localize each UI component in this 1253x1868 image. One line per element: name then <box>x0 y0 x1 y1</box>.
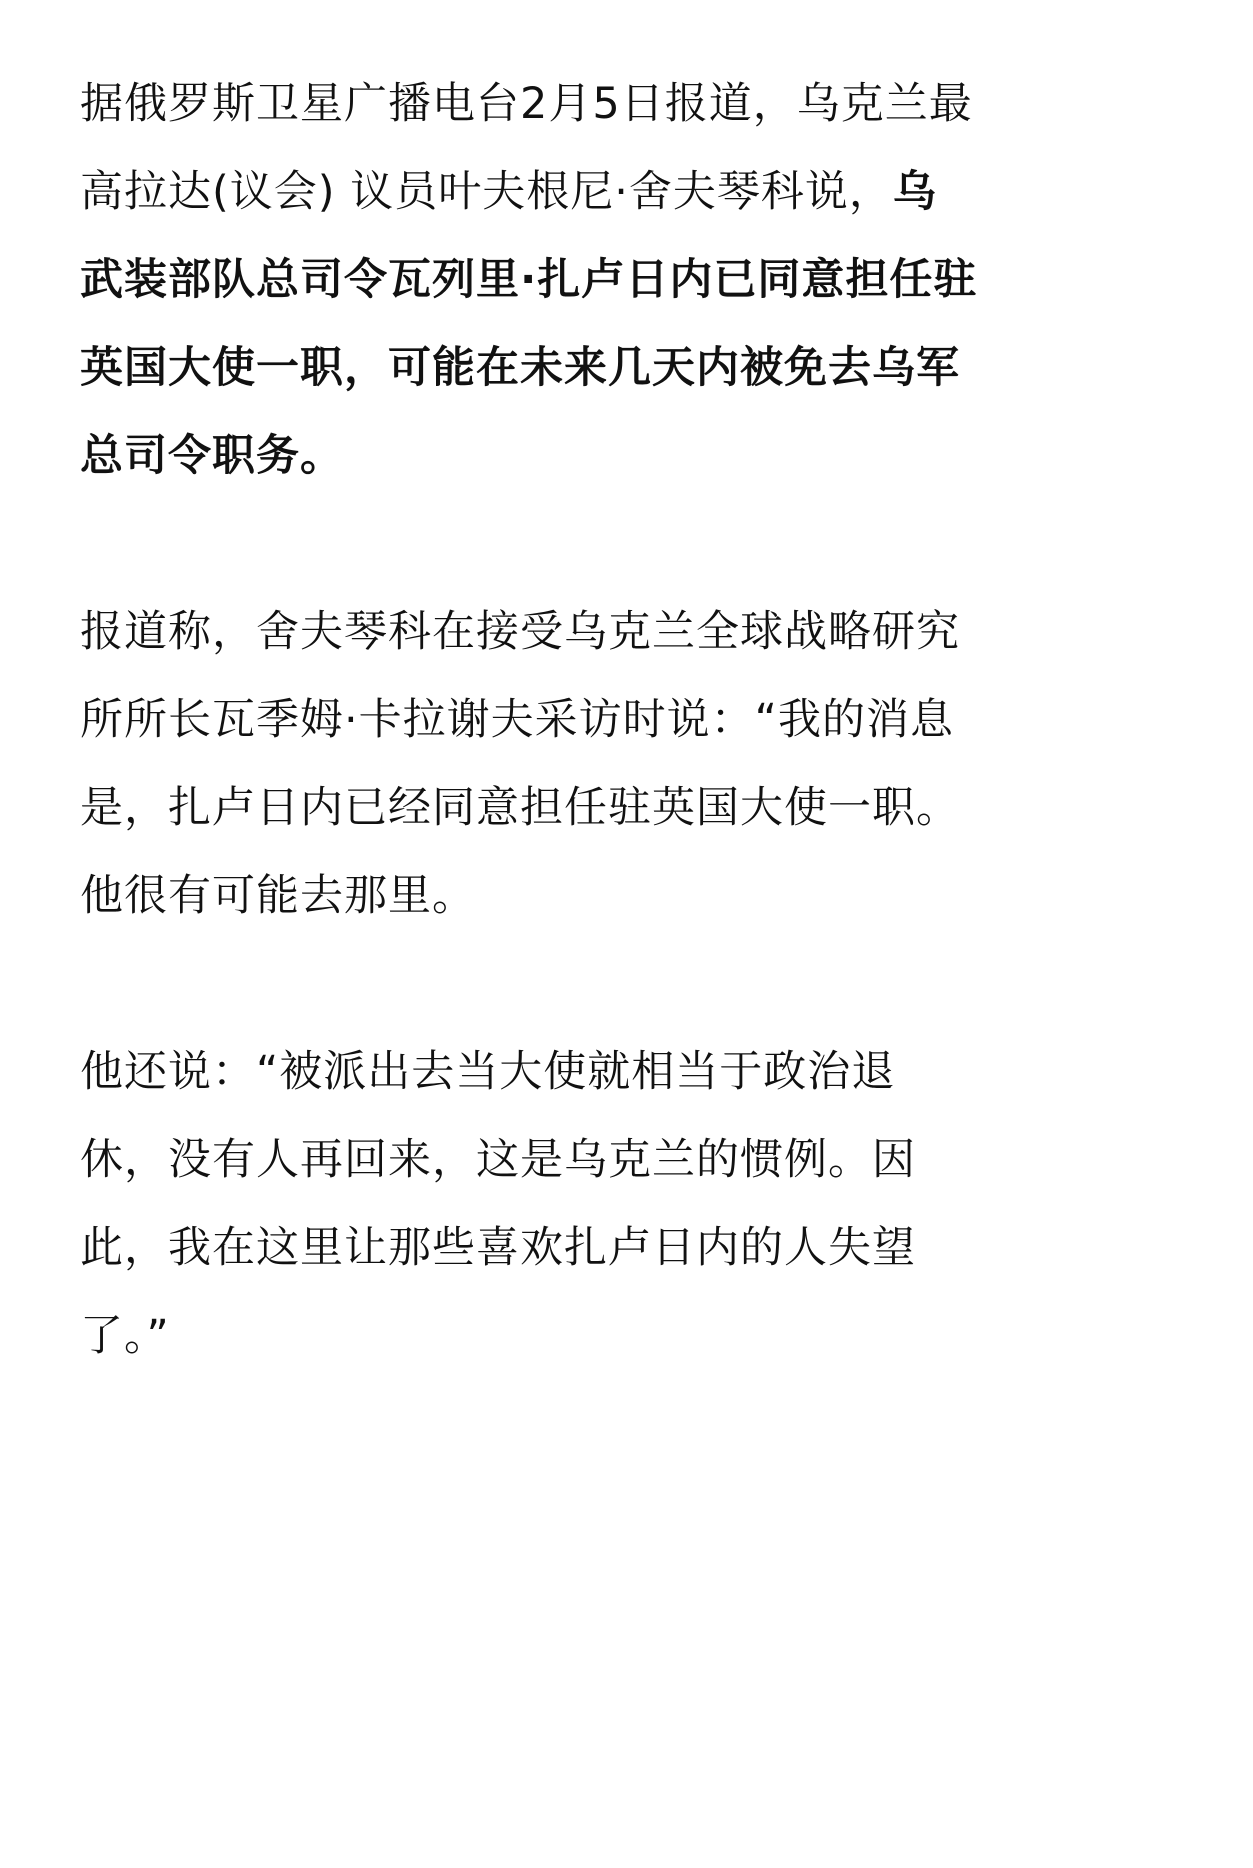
paragraph-2-text: 报道称，舍夫琴科在接受乌克兰全球战略研究所所长瓦季姆·卡拉谢夫采访时说：“我的消息是，扎卢日内已经同意担任驻英国大使一职。他很有可能去那里。 <box>80 607 960 921</box>
paragraph-3 <box>80 1028 980 1380</box>
paragraph-1-bold-text: 乌武装部队总司令瓦列里·扎卢日内已同意担任驻英国大使一职，可能在未来几天内被免去乌军总司令职务。 <box>80 167 978 481</box>
paragraph-1-text: 据俄罗斯卫星广播电台2月5日报道，乌克兰最高拉达(议会) 议员叶夫根尼·舍夫琴科说， <box>80 79 973 217</box>
article-body <box>80 60 980 1380</box>
paragraph-3-text: 他还说：“被派出去当大使就相当于政治退休，没有人再回来，这是乌克兰的惯例。因此，我在这里让那些喜欢扎卢日内的人失望了。” <box>80 1047 916 1361</box>
paragraph-1 <box>80 60 980 500</box>
paragraph-2 <box>80 588 980 940</box>
